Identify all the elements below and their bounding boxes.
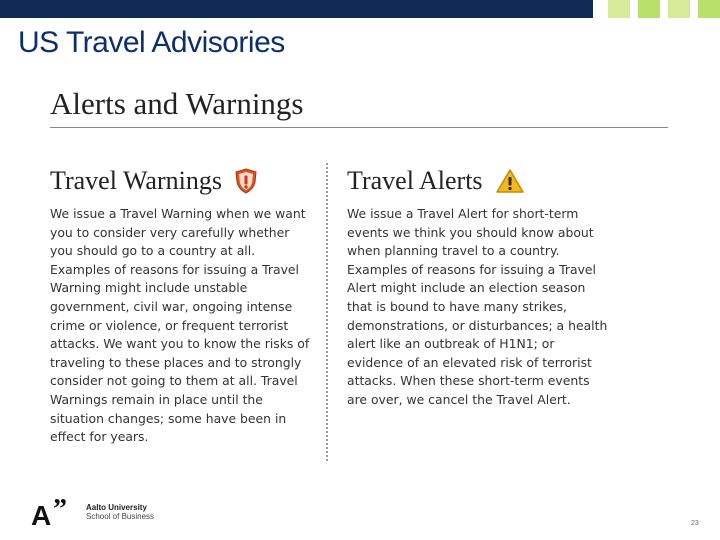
page-number: 23	[691, 520, 699, 527]
section-heading: Alerts and Warnings	[50, 86, 304, 121]
decor-square	[698, 0, 720, 18]
travel-warnings-column	[50, 165, 320, 447]
column-divider	[326, 163, 328, 461]
decor-square	[608, 0, 630, 18]
travel-alerts-header	[347, 165, 622, 197]
decor-square	[638, 0, 660, 18]
travel-warnings-text: We issue a Travel Warning when we want you to consider very carefully whether you should go to a country at all. Examples of reasons for issuing a Travel Warning might include unstable government, civil war, ongoing intense crime or violence, or frequent terrorist attacks. We want you to know the risks of traveling to these places and to strongly consider not going to them at all. Travel Warnings remain in place until the situation changes; some have been in effect for years.	[50, 206, 310, 445]
travel-alerts-text: We issue a Travel Alert for short-term events we think you should know about when planning travel to a country. Examples of reasons for issuing a Travel Alert might include an election season that is bound to have many strikes, demonstrations, or disturbances; a health alert like an outbreak of H1N1; or evidence of an elevated risk of terrorist attacks. When these short-term events are over, we cancel the Travel Alert.	[347, 206, 608, 407]
travel-alerts-title: Travel Alerts	[347, 166, 483, 195]
logo-letter: A	[31, 500, 52, 531]
travel-alerts-column	[347, 165, 622, 410]
decor-square	[668, 0, 690, 18]
logo-mark: ”	[53, 494, 67, 525]
travel-warnings-header	[50, 165, 320, 197]
school-name: School of Business	[86, 512, 155, 521]
top-bar	[0, 0, 593, 18]
slide-title: US Travel Advisories	[18, 26, 285, 59]
warning-triangle-icon	[495, 168, 525, 194]
shield-exclamation-icon	[234, 168, 258, 194]
heading-rule	[50, 127, 668, 128]
university-name: Aalto University	[86, 503, 147, 512]
travel-warnings-title: Travel Warnings	[50, 166, 222, 195]
